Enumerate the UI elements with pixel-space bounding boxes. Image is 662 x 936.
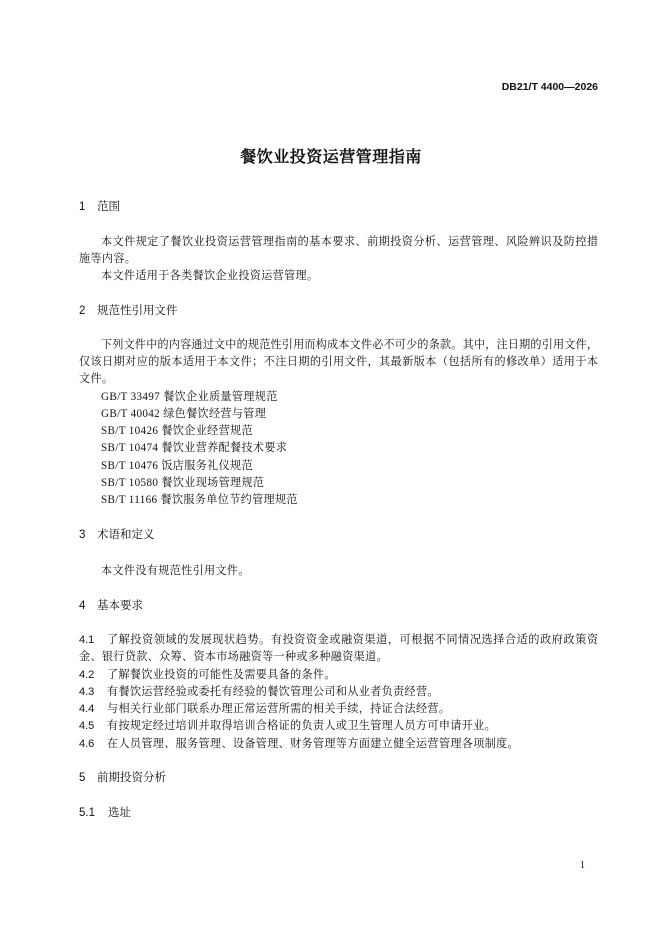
section-number: 3 <box>79 529 86 541</box>
subsection-number: 5.1 <box>79 807 95 819</box>
document-title: 餐饮业投资运营管理指南 <box>240 147 422 166</box>
reference-item: SB/T 10580 餐饮业现场管理规范 <box>101 477 265 489</box>
clause-line: 与相关行业部门联系办理正常运营所需的相关手续，持证合法经营。 <box>107 703 451 715</box>
reference-item: GB/T 40042 绿色餐饮经营与管理 <box>101 408 267 420</box>
section-title: 前期投资分析 <box>97 772 166 784</box>
paragraph-line: 仅该日期对应的版本适用于本文件；不注日期的引用文件，其最新版本（包括所有的修改单）适用于本 <box>79 356 598 368</box>
section-number: 2 <box>79 305 86 317</box>
subsection-5-1-heading <box>79 805 598 822</box>
clause-line: 了解餐饮业投资的可能性及需要具备的条件。 <box>107 669 336 681</box>
paragraph-line: 文件。 <box>79 373 114 385</box>
section-title: 基本要求 <box>97 600 143 612</box>
section-title: 范围 <box>97 201 120 213</box>
section-1-heading <box>79 199 598 216</box>
reference-item: SB/T 10426 餐饮企业经营规范 <box>101 425 253 437</box>
document-code: DB21/T 4400—2026 <box>501 81 598 93</box>
reference-item: SB/T 10474 餐饮业营养配餐技术要求 <box>101 442 288 454</box>
reference-item: GB/T 33497 餐饮企业质量管理规范 <box>101 391 278 403</box>
section-3-heading <box>79 527 598 544</box>
paragraph-line: 本文件适用于各类餐饮企业投资运营管理。 <box>101 270 319 282</box>
clause-line: 金、银行贷款、众筹、资本市场融资等一种或多种融资渠道。 <box>79 651 388 663</box>
paragraph-line: 本文件没有规范性引用文件。 <box>101 565 250 577</box>
clause-number: 4.5 <box>79 720 95 732</box>
clause-line: 在人员管理、服务管理、设备管理、财务管理等方面建立健全运营管理各项制度。 <box>107 738 519 750</box>
reference-item: SB/T 11166 餐饮服务单位节约管理规范 <box>101 494 298 506</box>
clause-number: 4.3 <box>79 686 95 698</box>
reference-item: SB/T 10476 饭店服务礼仪规范 <box>101 460 253 472</box>
paragraph-line: 下列文件中的内容通过文中的规范性引用而构成本文件必不可少的条款。其中，注日期的引用文件， <box>101 339 598 351</box>
paragraph-line: 施等内容。 <box>79 253 137 265</box>
section-4-heading <box>79 598 598 615</box>
clause-number: 4.1 <box>79 634 95 646</box>
subsection-title: 选址 <box>108 807 131 819</box>
section-5-heading <box>79 770 598 787</box>
page-number: 1 <box>580 860 585 871</box>
section-number: 1 <box>79 201 86 213</box>
clause-line: 了解投资领域的发展现状趋势。有投资资金或融资渠道，可根据不同情况选择合适的政府政策资 <box>107 634 598 646</box>
clause-line: 有按规定经过培训并取得培训合格证的负责人或卫生管理人员方可申请开业。 <box>107 720 497 732</box>
section-title: 术语和定义 <box>97 529 155 541</box>
clause-line: 有餐饮运营经验或委托有经验的餐饮管理公司和从业者负责经营。 <box>107 686 439 698</box>
section-number: 5 <box>79 772 86 784</box>
clause-number: 4.6 <box>79 738 95 750</box>
paragraph-line: 本文件规定了餐饮业投资运营管理指南的基本要求、前期投资分析、运营管理、风险辨识及防控措 <box>101 236 598 248</box>
clause-number: 4.2 <box>79 669 95 681</box>
section-number: 4 <box>79 600 86 612</box>
section-2-heading <box>79 303 598 320</box>
section-title: 规范性引用文件 <box>97 305 178 317</box>
clause-number: 4.4 <box>79 703 95 715</box>
